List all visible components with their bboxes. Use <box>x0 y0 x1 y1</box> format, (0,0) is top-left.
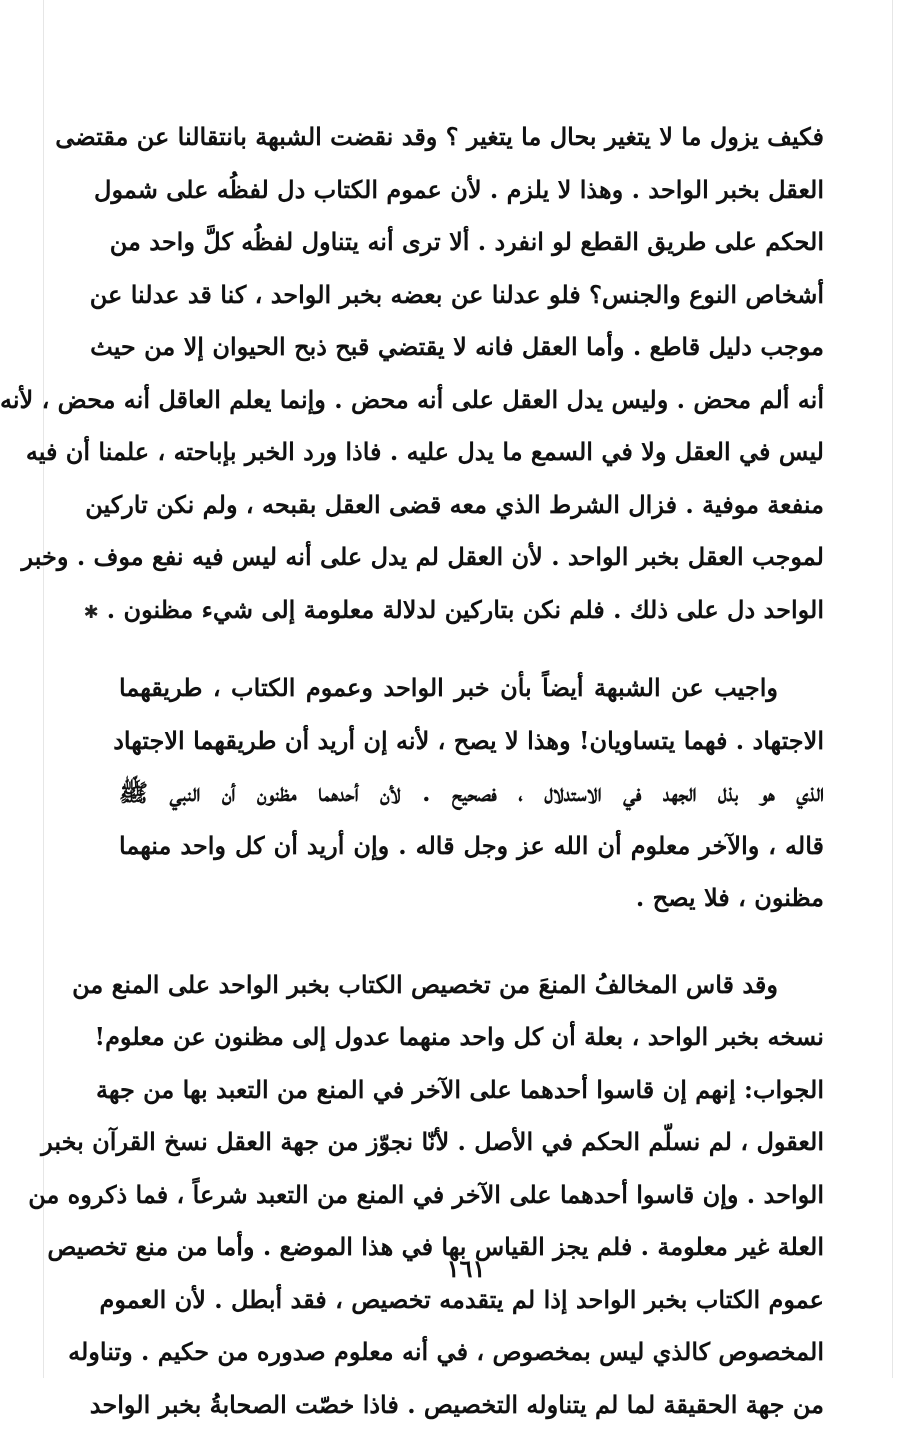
text-line: العقل بخبر الواحد . وهذا لا يلزم . لأن عموم الكتاب دل لفظُه على شمول <box>119 164 824 217</box>
text-line: عموم الكتاب بخبر الواحد إذا لم يتقدمه تخصيص ، فقد أبطل . لأن العموم <box>119 1274 824 1327</box>
text-line: فكيف يزول ما لا يتغير بحال ما يتغير ؟ وقد نقضت الشبهة بانتقالنا عن مقتضى <box>119 111 824 164</box>
text-line: الذي هو بذل الجهد في الاستدلال ، فصحيح . لأن أحدهما مظنون أن النبي ﷺ <box>119 767 824 820</box>
text-line-content: الواحد دل على ذلك . فلم نكن بتاركين لدلالة معلومة إلى شيء مظنون . <box>107 595 824 624</box>
text-line: من جهة الحقيقة لما لم يتناوله التخصيص . فاذا خصّت الصحابةُ بخبر الواحد <box>119 1379 824 1431</box>
text-line: الجواب: إنهم إن قاسوا أحدهما على الآخر في المنع من التعبد بها من جهة <box>119 1064 824 1117</box>
paragraph-2 <box>119 662 824 925</box>
text-line: الاجتهاد . فهما يتساويان! وهذا لا يصح ، لأنه إن أريد أن طريقهما الاجتهاد <box>119 715 824 768</box>
book-page <box>9 0 923 1378</box>
text-line: أشخاص النوع والجنس؟ فلو عدلنا عن بعضه بخبر الواحد ، كنا قد عدلنا عن <box>119 269 824 322</box>
text-line: المخصوص كالذي ليس بمخصوص ، في أنه معلوم صدوره من حكيم . وتناوله <box>119 1326 824 1379</box>
text-line: أنه ألم محض . وليس يدل العقل على أنه محض . وإنما يعلم العاقل أنه محض ، لأنه <box>119 374 824 427</box>
text-line: ليس في العقل ولا في السمع ما يدل عليه . فاذا ورد الخبر بإباحته ، علمنا أن فيه <box>119 426 824 479</box>
paragraph-1 <box>119 111 824 636</box>
text-line: وقد قاس المخالفُ المنعَ من تخصيص الكتاب بخبر الواحد على المنع من <box>119 959 824 1012</box>
text-line <box>119 584 824 637</box>
section-end-ornament: ✱ <box>84 602 107 623</box>
text-line: لموجب العقل بخبر الواحد . لأن العقل لم يدل على أنه ليس فيه نفع موف . وخبر <box>119 531 824 584</box>
text-line: موجب دليل قاطع . وأما العقل فانه لا يقتضي قبح ذبح الحيوان إلا من حيث <box>119 321 824 374</box>
paragraph-3 <box>119 959 824 1431</box>
text-line: قاله ، والآخر معلوم أن الله عز وجل قاله . وإن أريد أن كل واحد منهما <box>119 820 824 873</box>
text-line: منفعة موفية . فزال الشرط الذي معه قضى العقل بقبحه ، ولم نكن تاركين <box>119 479 824 532</box>
text-line: مظنون ، فلا يصح . <box>119 872 824 925</box>
text-line: الحكم على طريق القطع لو انفرد . ألا ترى أنه يتناول لفظُه كلَّ واحد من <box>119 216 824 269</box>
paragraph-gap <box>119 636 824 662</box>
scan-edge-right <box>892 0 893 1378</box>
page-number: ١٦١ <box>9 1254 923 1283</box>
text-line: العقول ، لم نسلّم الحكم في الأصل . لأنّا نجوّز من جهة العقل نسخ القرآن بخبر <box>119 1116 824 1169</box>
paragraph-gap <box>119 925 824 959</box>
text-line: العلة غير معلومة . فلم يجز القياس بها في هذا الموضع . وأما من منع تخصيص <box>119 1221 824 1274</box>
text-line: الواحد . وإن قاسوا أحدهما على الآخر في المنع من التعبد شرعاً ، فما ذكروه من <box>119 1169 824 1222</box>
text-line: واجيب عن الشبهة أيضاً بأن خبر الواحد وعموم الكتاب ، طريقهما <box>119 662 824 715</box>
text-line: نسخه بخبر الواحد ، بعلة أن كل واحد منهما عدول إلى مظنون عن معلوم! <box>119 1011 824 1064</box>
body-text <box>119 111 824 1431</box>
